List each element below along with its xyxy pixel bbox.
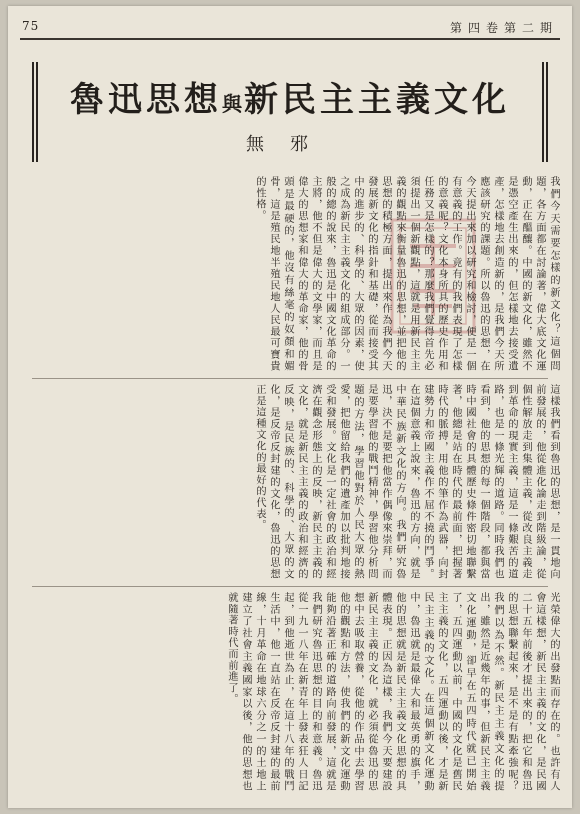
page-header xyxy=(20,16,560,40)
title-part-1: 魯迅思想 xyxy=(70,80,222,120)
magazine-page xyxy=(8,6,572,808)
page-number: 75 xyxy=(22,19,40,33)
title-box xyxy=(32,62,548,162)
title-part-2: 新民主主義文化 xyxy=(244,80,510,120)
column-divider xyxy=(32,378,548,379)
body-column-2: 這樣我們看到魯迅的思想，是一貫地向前發展的，他從進化論走到階級論，從個性解放走到集體主義，從改良主義走到革命的現實主義，這是一條艱苦的道路，也是一條光輝的道路。同時我們也看到，他的思想的每一個階段，都與當時中國社會的具體歷史條件密切地聯繫著，他總是站在時代的最前面，把握著時代的脈搏，用他的筆作為武器，向封建勢力和帝國主義作不屈不撓的鬥爭。在這個意義上說來，魯迅的方向，就是中華民族新文化的方向。我們研究魯迅，決不是要把他當作偶像來崇拜，而是要學習他的戰鬥精神，學習他分析問題的方法，學習他對於人民大眾的熱愛，把他留給我們的遺產加以批判地接受和發展。文化是一定社會的政治和經濟在觀念形態上的反映，新民主主義的文化，就是新民主主義的政治和經濟的反映，是民族的、科學的、大眾的文化，是反帝反封建的文化，魯迅的思想正是這種文化的最好的代表。 xyxy=(254,384,559,580)
body-column-3: 光榮偉大的出發點而存在的。也許有人會這樣想，新民主主義的文化，是民國二十五年前後才提出來的，把它和魯迅的思想聯繫起來，是不是有點牽強呢？我們以為不然。新民主主義文化的提出，雖然是近幾年的事，但新民主主義文化運動，卻早在五四時代就已開始了，五四運動以前，中國的文化是舊民主主義的文化，五四運動以後，才是新民主主義的文化。在這個新文化運動中，魯迅就是最偉大和最英勇的旗手，他的思想就是新民主主義文化思想的具體表現。正因為這樣，我們今天要建設新民主主義的文化，就必須從魯迅的思想中去吸取營養，從他的作品中去學習他的觀點和方法，使我們的新文化運動能夠沿著正確的道路向前發展，這就是我們研究魯迅思想的目的和意義。魯迅從一九一八年在新青年上發表狂人日記起，到他逝世為止，在這十八年的戰鬥生活中，他一直站在反帝反封建的最前線，十月革命在地球六分之一的土地上建立了社會主義國家以後，他的思想也就隨著時代而前進了。 xyxy=(226,592,559,792)
column-divider xyxy=(32,586,548,587)
article-title xyxy=(38,72,542,121)
title-connector: 與 xyxy=(222,92,244,116)
body-column-1: 我們今天需要怎樣的新文化？這個問題，各方面都在討論著，偉大底文化運動，正在醞釀。中國的新文化，雖然不是憑空產生出來的，但怎樣地去接受遺產，怎樣地去創造新的，是我們今天所應該研究的課題。所以魯迅的思想，在今天提出來加以研究和檢討，便是一個有意義的工作。竟有的我們表現了怎樣的意義呢？文化本身所具的歷史作用和任務又是怎樣的？那麼我們覺得首先必須提出一個新觀點，這就是用新民主主義的觀點來衡量魯迅的思想，並把他的思想的積極方面，提出來作為我們今天發展新文化的指針和基礎，從而接受其中的進步的、科學的、大眾的因素，使之成為新民主主義文化的組成部分。一般的總的說來，魯迅是中國文化革命的主將，他不但是偉大的文學家，而且是偉大的思想家和偉大的革命家，他的骨頭是最硬的，他沒有絲毫的奴顏和媚骨，這是殖民地半殖民地人民最可寶貴的性格。 xyxy=(254,176,559,372)
article-author: 無邪 xyxy=(246,134,334,155)
issue-label: 第四卷第二期 xyxy=(449,21,558,35)
